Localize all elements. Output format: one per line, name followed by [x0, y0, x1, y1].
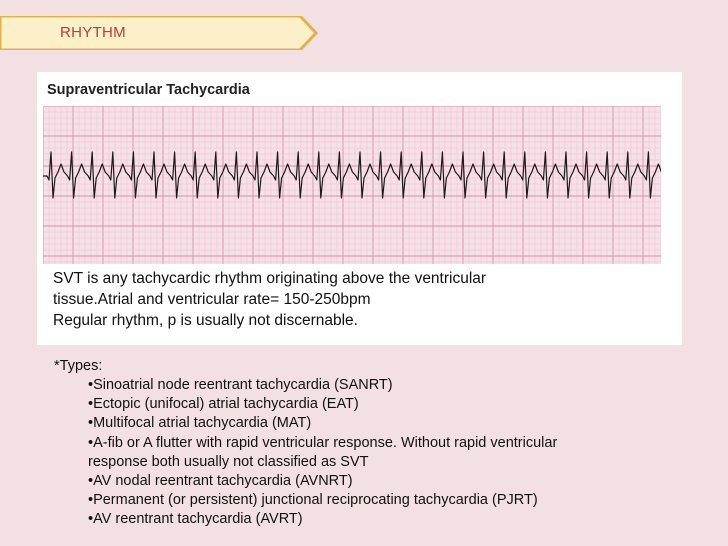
rhythm-card — [37, 72, 682, 345]
rhythm-title: Supraventricular Tachycardia — [47, 82, 250, 98]
description-line: SVT is any tachycardic rhythm originating above the ventricular — [53, 270, 487, 287]
list-item: •A-fib or A flutter with rapid ventricular response. Without rapid ventricular — [88, 434, 558, 451]
list-item: •Ectopic (unifocal) atrial tachycardia (EAT) — [88, 396, 359, 413]
tab-label: RHYTHM — [60, 24, 126, 41]
types-section — [54, 357, 694, 530]
list-item: •Multifocal atrial tachycardia (MAT) — [88, 415, 312, 432]
list-item: •Sinoatrial node reentrant tachycardia (SANRT) — [88, 377, 393, 393]
rhythm-description — [53, 268, 673, 331]
ecg-trace — [43, 152, 661, 198]
description-line: tissue.Atrial and ventricular rate= 150-250bpm — [53, 291, 371, 308]
types-list — [54, 376, 694, 530]
section-tab — [0, 16, 318, 50]
ecg-strip — [43, 106, 661, 264]
description-line: Regular rhythm, p is usually not discernable. — [53, 312, 358, 329]
list-item: •AV nodal reentrant tachycardia (AVNRT) — [88, 473, 353, 490]
ecg-strip-graphic — [43, 106, 661, 264]
list-item: •AV reentrant tachycardia (AVRT) — [88, 511, 303, 528]
list-item: •Permanent (or persistent) junctional reciprocating tachycardia (PJRT) — [88, 492, 538, 509]
tab-shape — [0, 16, 318, 50]
types-heading: *Types: — [54, 358, 103, 374]
list-item: response both usually not classified as SVT — [88, 453, 369, 470]
